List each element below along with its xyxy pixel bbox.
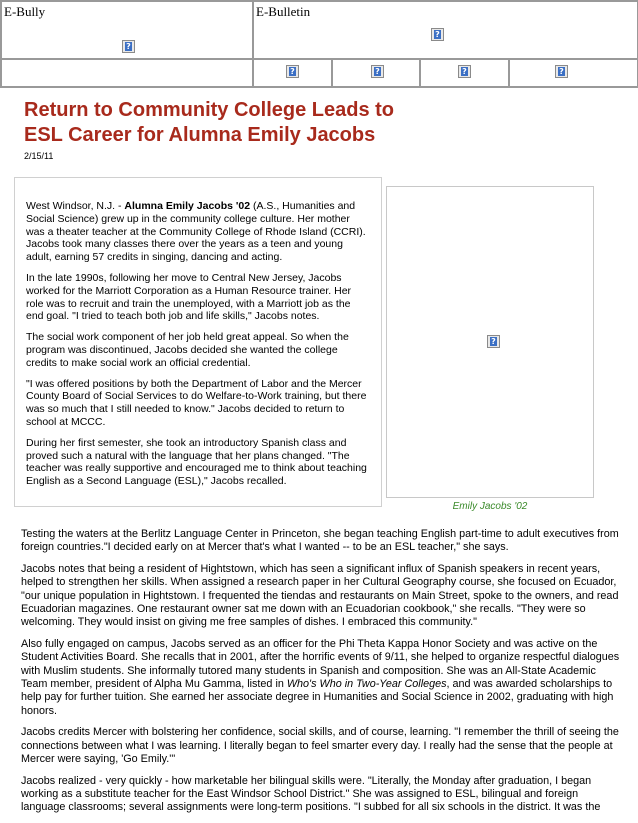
missing-image-icon[interactable] xyxy=(458,65,471,78)
body-paragraph: Jacobs credits Mercer with bolstering her confidence, social skills, and of course, learning. "I remember the thrill of seeing the connections between what I was learning. I literally began to feel smarter every day. I really had the sense that the people at Mercer were saying, 'Go Emily.'" xyxy=(21,726,619,766)
missing-image-icon[interactable] xyxy=(371,65,384,78)
missing-image-icon[interactable] xyxy=(431,28,444,41)
body-paragraph: Testing the waters at the Berlitz Language Center in Princeton, she began teaching English part-time to adult executives from foreign countries."I decided early on at Mercer that's what I wanted -- to be an ESL teacher," she says. xyxy=(21,528,619,554)
article-title xyxy=(24,98,444,148)
header-row2-cell xyxy=(420,59,509,87)
lead-text xyxy=(26,200,368,496)
lead-paragraph xyxy=(26,200,368,264)
article-body xyxy=(21,528,621,823)
header-row2-cell xyxy=(332,59,420,87)
body-paragraph: Jacobs realized - very quickly - how marketable her bilingual skills were. "Literally, the Monday after graduation, I began working as a substitute teacher for the East Windsor School District." She was assigned to ESL, bilingual and foreign language classrooms; several assignments were long-term positions. "I subbed for all six schools in the district. It was the xyxy=(21,774,601,814)
lead-paragraph: During her first semester, she took an introductory Spanish class and proved such a natural with the language that her plans changed. "The teacher was really supportive and encouraged me to think about teaching English as a Second Language (ESL)," Jacobs recalled. xyxy=(26,436,367,488)
article-date: 2/15/11 xyxy=(24,151,54,161)
header-banner xyxy=(0,0,638,88)
header-ebulletin-label: E-Bulletin xyxy=(256,4,311,19)
header-ebully-label: E-Bully xyxy=(4,4,46,19)
photo-caption: Emily Jacobs '02 xyxy=(452,501,528,512)
header-cell-ebully xyxy=(1,1,253,59)
header-cell-ebulletin xyxy=(253,1,638,59)
header-row2-cell xyxy=(1,59,253,87)
lead-paragraph: "I was offered positions by both the Department of Labor and the Mercer County Board of Social Services to do Welfare-to-Work training, but there was so much that I still needed to know." Jacobs decided to return to school at MCCC. xyxy=(26,377,367,428)
photo-frame xyxy=(386,186,594,498)
lead-paragraph: The social work component of her job held great appeal. So when the program was discontinued, Jacobs decided she wanted the college credits to make social work an official credential. xyxy=(26,331,349,369)
article-title-line: Return to Community College Leads to xyxy=(24,99,395,121)
lead-p1-rest: (A.S., Humanities and Social Science) grew up in the community college culture. Her mother was a theater teacher at the Community College of Rhode Island (CCRI). Jacobs took many classes there over the years as a teen and young adult, earning 57 credits in singing, dancing and acting. xyxy=(26,200,366,264)
alumna-name: Alumna Emily Jacobs '02 xyxy=(124,200,251,212)
missing-image-icon[interactable] xyxy=(487,335,500,348)
article-title-line: ESL Career for Alumna Emily Jacobs xyxy=(24,124,376,146)
body-p3-start: Also fully engaged on campus, Jacobs served as an officer for the Phi Theta Kappa Honor Society and was active on the Student Activities Board. She recalls that in 2001, after the horrific events of 9/11, she helped to organize respectful dialogues with Muslim students. She informally tutored many students in Spanish and composition. She was an All-State Academic Team member, president of Alpha Mu Gamma, listed in xyxy=(21,637,620,691)
missing-image-icon[interactable] xyxy=(286,65,299,78)
lead-p1-start: West Windsor, N.J. - xyxy=(26,200,125,212)
missing-image-icon[interactable] xyxy=(122,40,135,53)
body-paragraph: Jacobs notes that being a resident of Hightstown, which has seen a significant influx of Spanish speakers in recent years, helped to strengthen her skills. When assigned a research paper in her Cultural Geography course, she focused on Ecuador, "our unique population in Hightstown. I frequented the tiendas and restaurants on Main Street, spoke to the owners, and read Ecuadorian magazines. One restaurant owner sat me down with an Ecuadorian cookbook," she recalls. "They were so welcoming. They would insist on giving me free samples of dishes. I embraced this community." xyxy=(21,562,619,629)
missing-image-icon[interactable] xyxy=(555,65,568,78)
body-p3-rest: , and was awarded scholarships to help pay for further tuition. She earned her associate degree in Humanities and Social Science in 2002, graduating with high honors. xyxy=(21,678,614,717)
lead-paragraph: In the late 1990s, following her move to Central New Jersey, Jacobs worked for the Marriott Corporation as a Human Resource trainer. Her role was to recruit and train the unemployed, with a Marriott job as the end goal. "I tried to teach both job and life skills," Jacobs notes. xyxy=(26,271,352,323)
body-paragraph xyxy=(21,638,621,718)
header-row2-cell xyxy=(509,59,638,87)
publication-title: Who's Who in Two-Year Colleges xyxy=(286,678,447,691)
header-row2-cell xyxy=(253,59,332,87)
